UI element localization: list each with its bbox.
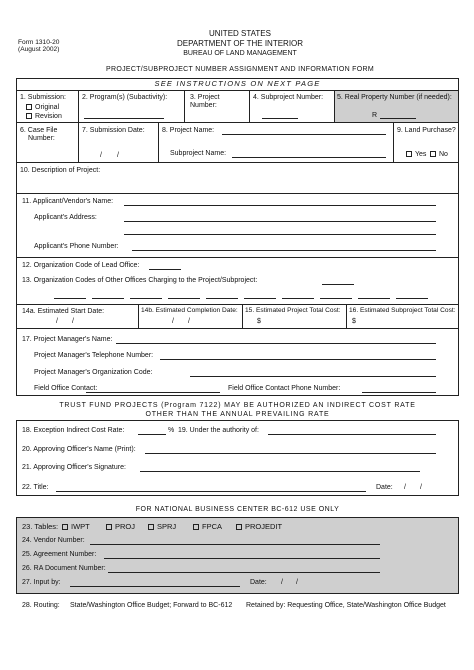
form-number: Form 1310-20 [18,39,60,46]
manager-org-field[interactable] [190,376,436,377]
proj-checkbox[interactable] [106,524,112,530]
other-office-field-1[interactable] [54,298,86,299]
retained-by: Retained by: Requesting Office, State/Washington Office Budget [246,602,446,609]
agency-line-1: UNITED STATES [209,29,271,38]
manager-org-label: Project Manager's Organization Code: [34,369,153,376]
project-number-label: 3. Project [190,94,220,101]
approving-name-label: 20. Approving Officer's Name (Print): [22,446,136,453]
agency-line-3: BUREAU OF LAND MANAGEMENT [183,50,297,57]
yes-checkbox[interactable] [406,151,412,157]
other-office-field-3[interactable] [130,298,162,299]
routing-destination: State/Washington Office Budget; Forward to BC-612 [70,602,233,609]
programs-label: 2. Program(s) (Subactivity): [82,94,168,101]
approval-date-slash-1: / [404,484,406,491]
submission-date-slash-1: / [100,152,102,159]
subproject-cost-label: 16. Estimated Subproject Total Cost: [349,307,456,314]
field-contact-label: Field Office Contact: [34,385,98,392]
agreement-number-label: 25. Agreement Number: [22,551,97,558]
approving-signature-label: 21. Approving Officer's Signature: [22,464,126,471]
start-date-slash-2: / [72,318,74,325]
iwpt-checkbox[interactable] [62,524,68,530]
completion-date-label: 14b. Estimated Completion Date: [141,307,238,314]
field-phone-label: Field Office Contact Phone Number: [228,385,341,392]
trust-fund-heading-2: OTHER THAN THE ANNUAL PREVAILING RATE [145,411,330,418]
routing-label: 28. Routing: [22,602,60,609]
projedit-checkbox[interactable] [236,524,242,530]
original-checkbox[interactable] [26,104,32,110]
ra-document-field[interactable] [108,572,380,573]
other-offices-label: 13. Organization Codes of Other Offices Charging to the Project/Subproject: [22,277,258,284]
completion-date-slash-1: / [172,318,174,325]
input-date-slash-1: / [281,579,283,586]
vendor-number-label: 24. Vendor Number: [22,537,85,544]
vendor-name-label: 11. Applicant/Vendor's Name: [22,198,114,205]
fpca-checkbox[interactable] [193,524,199,530]
land-purchase-label: 9. Land Purchase? [397,127,456,134]
subproject-number-label: 4. Subproject Number: [253,94,324,101]
other-office-field-8[interactable] [320,298,352,299]
lead-office-label: 12. Organization Code of Lead Office: [22,262,140,269]
authority-field[interactable] [268,434,436,435]
subproject-cost-dollar: $ [352,318,356,325]
case-file-label-2: Number: [28,135,55,142]
real-property-label: 5. Real Property Number (if needed): [337,94,452,101]
input-date-label: Date: [250,579,267,586]
subproject-name-field[interactable] [232,157,386,158]
exception-rate-label: 18. Exception Indirect Cost Rate: [22,427,125,434]
address-field-1[interactable] [124,221,436,222]
project-number-label-2: Number: [190,102,217,109]
revision-checkbox[interactable] [26,113,32,119]
tables-label: 23. Tables: [22,522,59,531]
yes-option[interactable]: Yes [406,151,426,158]
agreement-number-field[interactable] [104,558,380,559]
r-prefix: R [372,112,378,119]
submission-label: 1. Submission: [20,94,66,101]
other-office-field-6[interactable] [244,298,276,299]
nbc-heading: FOR NATIONAL BUSINESS CENTER BC-612 USE ONLY [135,506,340,513]
other-office-field-9[interactable] [358,298,390,299]
description-label: 10. Description of Project: [20,167,101,174]
subproject-name-label: Subproject Name: [170,150,227,157]
manager-phone-field[interactable] [160,359,436,360]
vendor-number-field[interactable] [90,544,380,545]
programs-field[interactable] [84,118,164,119]
other-office-field-10[interactable] [396,298,428,299]
input-by-field[interactable] [70,586,240,587]
approving-name-field[interactable] [145,453,436,454]
ra-document-label: 26. RA Document Number: [22,565,106,572]
vendor-name-field[interactable] [124,205,436,206]
manager-phone-label: Project Manager's Telephone Number: [34,352,154,359]
other-office-field-5[interactable] [206,298,238,299]
start-date-label: 14a. Estimated Start Date: [22,308,105,315]
sprj-option[interactable]: SPRJ [148,523,176,531]
title-field[interactable] [56,491,366,492]
no-checkbox[interactable] [430,151,436,157]
approval-date-slash-2: / [420,484,422,491]
project-cost-dollar: $ [257,318,261,325]
other-office-field-4[interactable] [168,298,200,299]
sprj-checkbox[interactable] [148,524,154,530]
form-date: (August 2002) [18,46,60,53]
other-office-field-0[interactable] [322,284,354,285]
other-office-field-2[interactable] [92,298,124,299]
real-property-field[interactable] [380,118,416,119]
phone-label: Applicant's Phone Number: [34,243,119,250]
agency-line-2: DEPARTMENT OF THE INTERIOR [176,39,304,48]
completion-date-slash-2: / [188,318,190,325]
project-name-field[interactable] [222,134,386,135]
manager-name-label: 17. Project Manager's Name: [22,336,113,343]
manager-name-field[interactable] [116,343,436,344]
start-date-slash-1: / [56,318,58,325]
exception-rate-field[interactable] [138,434,166,435]
subproject-number-field[interactable] [262,118,298,119]
address-field-2[interactable] [124,234,436,235]
case-file-label: 6. Case File [20,127,58,134]
authority-label: 19. Under the authority of: [178,427,259,434]
address-label: Applicant's Address: [34,214,97,221]
percent-sign: % [168,427,175,434]
approving-signature-field[interactable] [140,471,420,472]
approval-date-label: Date: [376,484,393,491]
input-by-label: 27. Input by: [22,579,61,586]
field-contact-field[interactable] [86,392,220,393]
projedit-option[interactable]: PROJEDIT [236,523,282,531]
instructions-banner: SEE INSTRUCTIONS ON NEXT PAGE [154,79,321,88]
project-name-label: 8. Project Name: [162,127,215,134]
submission-date-label: 7. Submission Date: [82,127,145,134]
phone-field[interactable] [132,250,436,251]
field-phone-field[interactable] [362,392,436,393]
original-option[interactable]: Original [26,104,59,111]
trust-fund-heading-1: TRUST FUND PROJECTS (Program 7122) MAY BE AUTHORIZED AN INDIRECT COST RATE [59,402,416,409]
fpca-option[interactable]: FPCA [193,523,222,531]
revision-option[interactable]: Revision [26,113,62,120]
lead-office-field[interactable] [149,269,181,270]
other-office-field-7[interactable] [282,298,314,299]
form-title: PROJECT/SUBPROJECT NUMBER ASSIGNMENT AND INFORMATION FORM [106,66,374,73]
no-option[interactable]: No [430,151,448,158]
submission-date-slash-2: / [117,152,119,159]
project-cost-label: 15. Estimated Project Total Cost: [245,307,341,314]
title-label: 22. Title: [22,484,49,491]
iwpt-option[interactable]: IWPT [62,523,90,531]
proj-option[interactable]: PROJ [106,523,135,531]
input-date-slash-2: / [296,579,298,586]
